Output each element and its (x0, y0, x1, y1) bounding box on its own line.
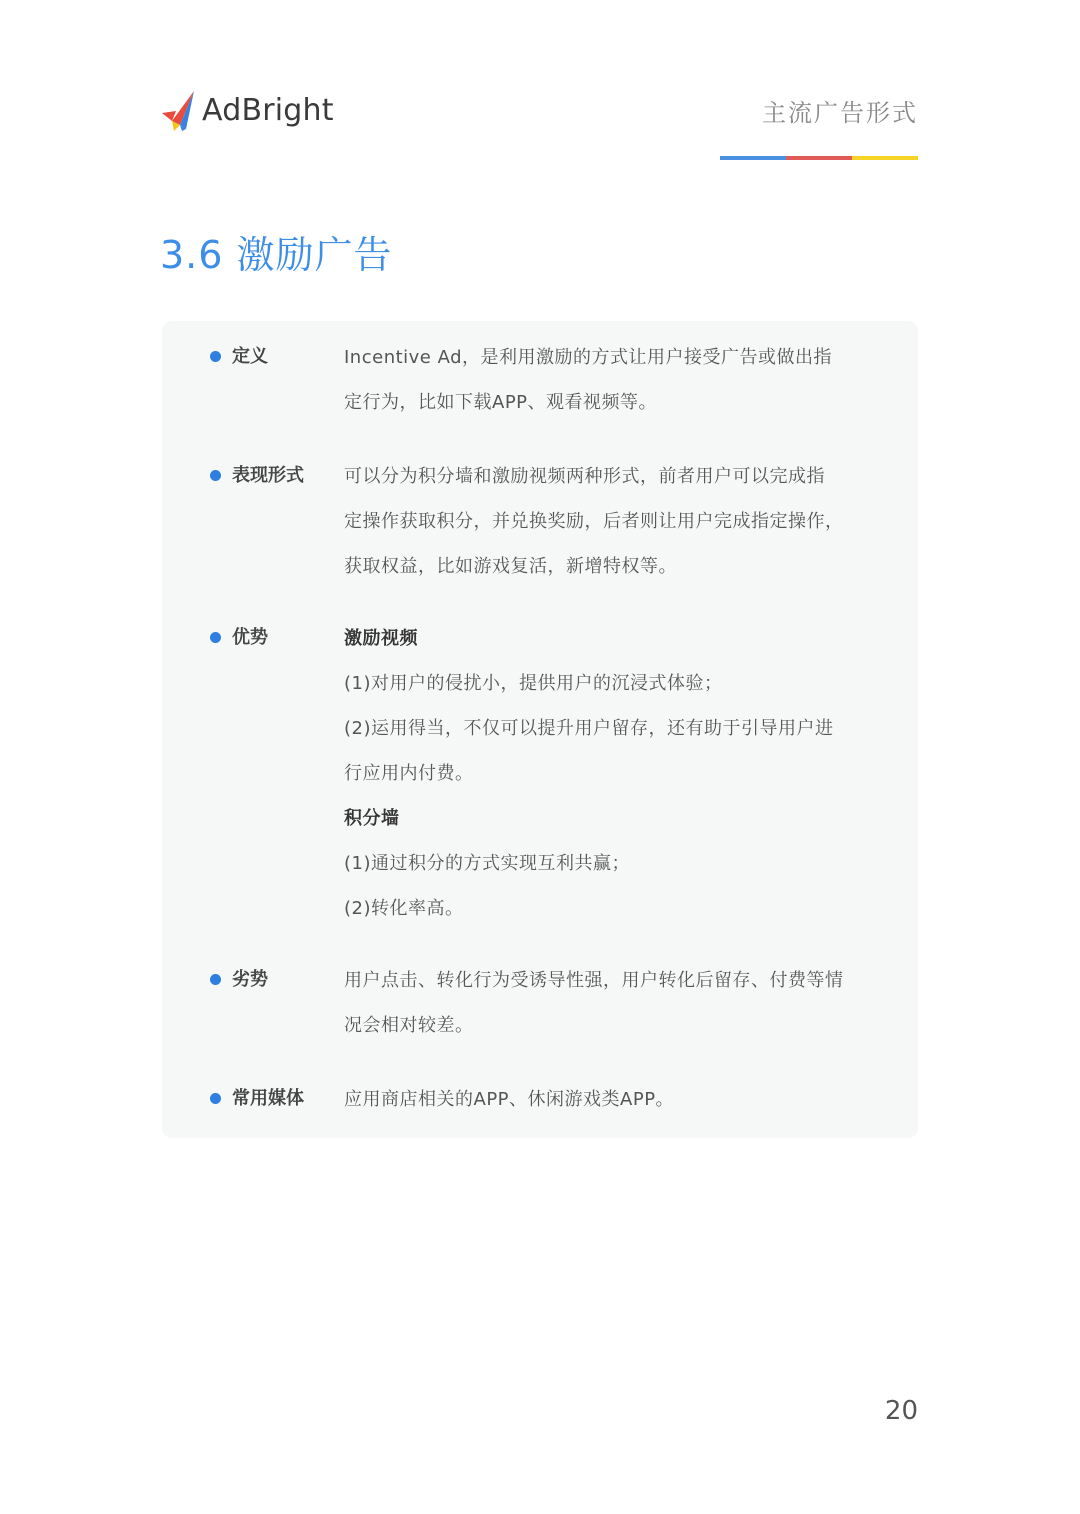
content-line: 可以分为积分墙和激励视频两种形式，前者用户可以完成指 (344, 466, 825, 487)
content-line: 定行为，比如下载APP、观看视频等。 (344, 392, 658, 413)
content-line: (2)转化率高。 (344, 898, 464, 919)
item-content (344, 1077, 864, 1122)
content-card (162, 321, 918, 1138)
item-label: 优势 (232, 627, 268, 648)
page-title: 3.6 激励广告 (160, 233, 393, 277)
item-content (344, 335, 864, 425)
item-label: 表现形式 (232, 465, 304, 486)
item-content (344, 958, 864, 1048)
content-line: (2)运用得当，不仅可以提升用户留存，还有助于引导用户进 (344, 718, 834, 739)
bullet-icon (210, 470, 221, 481)
item-label: 劣势 (232, 969, 268, 990)
content-line: 获取权益，比如游戏复活，新增特权等。 (344, 556, 677, 577)
content-line: 况会相对较差。 (344, 1015, 474, 1036)
bullet-icon (210, 1093, 221, 1104)
item-content (344, 616, 864, 931)
bullet-icon (210, 351, 221, 362)
accent-red (786, 156, 852, 160)
content-line: 用户点击、转化行为受诱导性强，用户转化后留存、付费等情 (344, 970, 844, 991)
logo (160, 88, 334, 132)
item-label: 常用媒体 (232, 1088, 304, 1109)
content-line: (1)通过积分的方式实现互利共赢； (344, 853, 630, 874)
bullet-icon (210, 974, 221, 985)
subheading-incentive-video: 激励视频 (344, 628, 418, 649)
color-accent-bar (720, 156, 918, 160)
content-line: 应用商店相关的APP、休闲游戏类APP。 (344, 1089, 675, 1110)
item-content (344, 454, 864, 589)
content-line: (1)对用户的侵扰小，提供用户的沉浸式体验； (344, 673, 723, 694)
content-line: Incentive Ad，是利用激励的方式让用户接受广告或做出指 (344, 347, 833, 368)
item-label: 定义 (232, 346, 268, 367)
subheading-offerwall: 积分墙 (344, 808, 400, 829)
content-line: 定操作获取积分，并兑换奖励，后者则让用户完成指定操作， (344, 511, 844, 532)
accent-yellow (852, 156, 918, 160)
page-number: 20 (884, 1396, 918, 1426)
content-line: 行应用内付费。 (344, 763, 474, 784)
logo-text: AdBright (202, 92, 334, 128)
accent-blue (720, 156, 786, 160)
section-title: 主流广告形式 (762, 99, 918, 127)
rocket-logo-icon (160, 89, 198, 131)
bullet-icon (210, 632, 221, 643)
